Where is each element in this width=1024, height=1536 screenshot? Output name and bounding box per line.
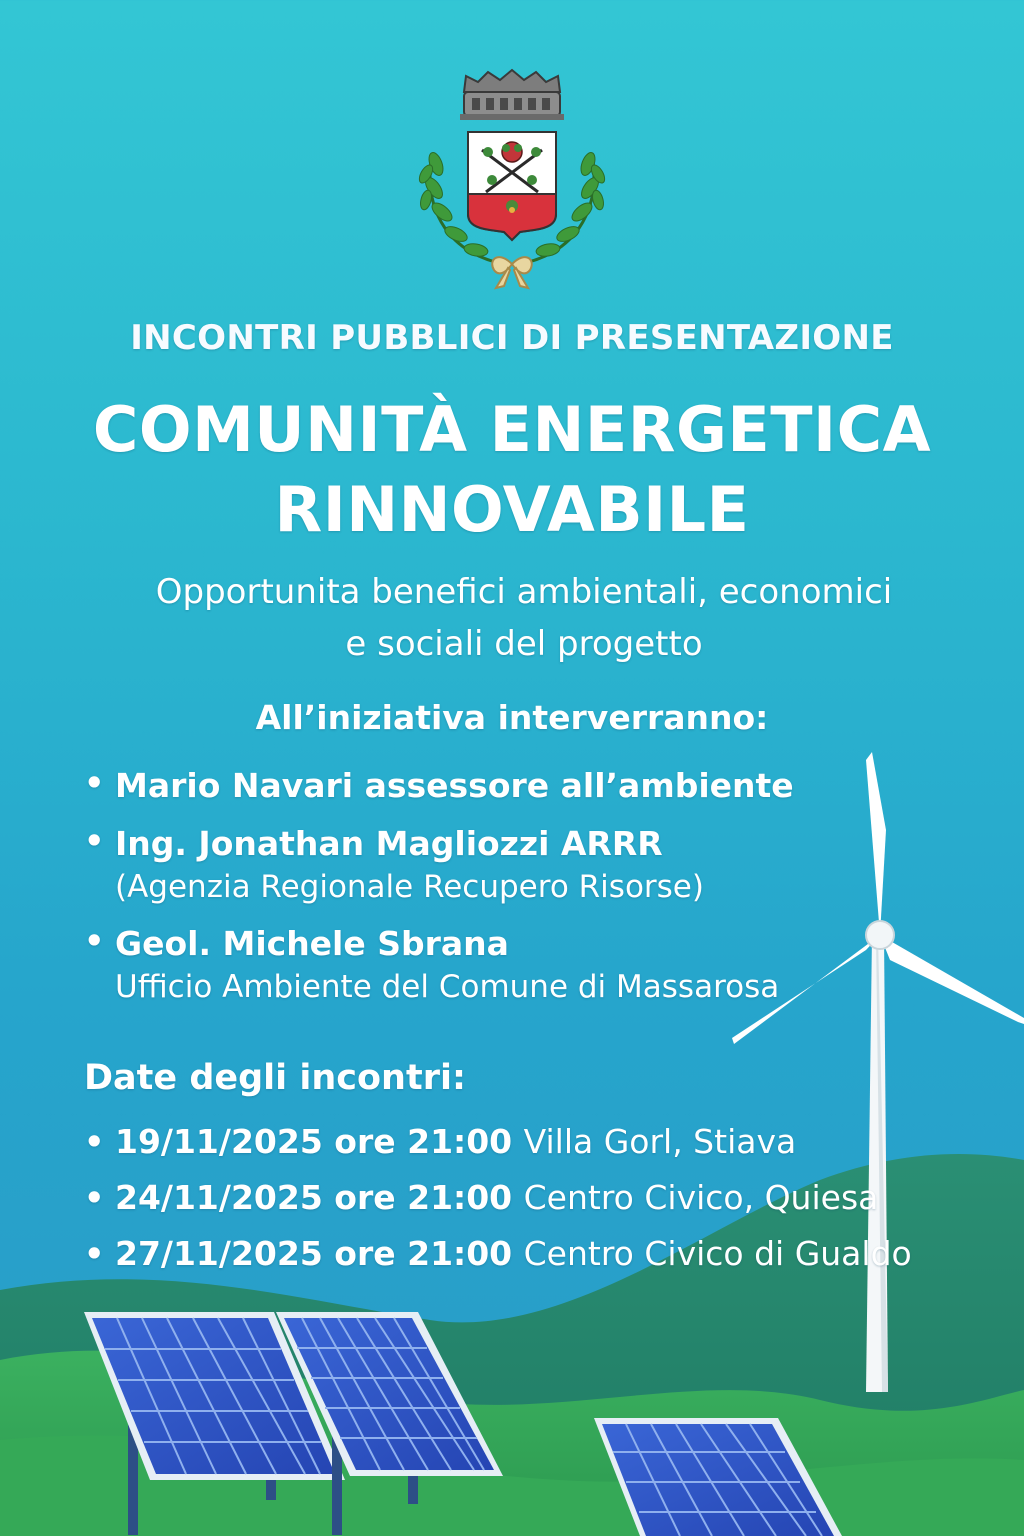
dates-list [84, 1120, 912, 1288]
bullet-icon: • [84, 1179, 105, 1217]
title-line-2: RINNOVABILE [274, 473, 750, 546]
meeting-location: Centro Civico di Gualdo [523, 1234, 912, 1273]
speaker-detail: (Agenzia Regionale Recupero Risorse) [115, 869, 704, 905]
speaker-name: Geol. Michele Sbrana [115, 924, 509, 963]
speaker-name: Ing. Jonathan Magliozzi ARRR [115, 824, 663, 863]
meeting-datetime: 27/11/2025 ore 21:00 [115, 1234, 524, 1273]
bullet-icon: • [84, 822, 105, 860]
list-item [84, 1176, 912, 1232]
bullet-icon: • [84, 922, 105, 960]
list-item [84, 922, 794, 1008]
meeting-datetime: 24/11/2025 ore 21:00 [115, 1178, 524, 1217]
bullet-icon: • [84, 1235, 105, 1273]
meeting-datetime: 19/11/2025 ore 21:00 [115, 1122, 524, 1161]
list-item [84, 1232, 912, 1288]
bullet-icon: • [84, 1123, 105, 1161]
page-title [0, 390, 1024, 550]
speakers-list [84, 764, 794, 1022]
subtitle [12, 566, 1024, 670]
list-item [84, 1120, 912, 1176]
event-kicker: INCONTRI PUBBLICI DI PRESENTAZIONE [130, 318, 894, 358]
speaker-name: Mario Navari assessore all’ambiente [115, 766, 794, 805]
speakers-intro: All’iniziativa interverranno: [255, 698, 769, 737]
crown-icon [460, 70, 564, 120]
list-item [84, 822, 794, 908]
meeting-location: Centro Civico, Quiesa [523, 1178, 879, 1217]
title-line-1: COMUNITÀ ENERGETICA [92, 393, 932, 466]
town-coat-of-arms-icon [412, 64, 612, 294]
shield-icon [468, 132, 556, 240]
ribbon-icon [492, 257, 532, 288]
dates-heading: Date degli incontri: [84, 1058, 466, 1098]
subtitle-line-1: Opportunita benefici ambientali, economici [155, 572, 893, 612]
meeting-location: Villa Gorl, Stiava [523, 1122, 797, 1161]
list-item [84, 764, 794, 808]
speaker-detail: Ufficio Ambiente del Comune di Massarosa [115, 969, 780, 1005]
bullet-icon: • [84, 764, 105, 802]
subtitle-line-2: e sociali del progetto [345, 624, 703, 664]
